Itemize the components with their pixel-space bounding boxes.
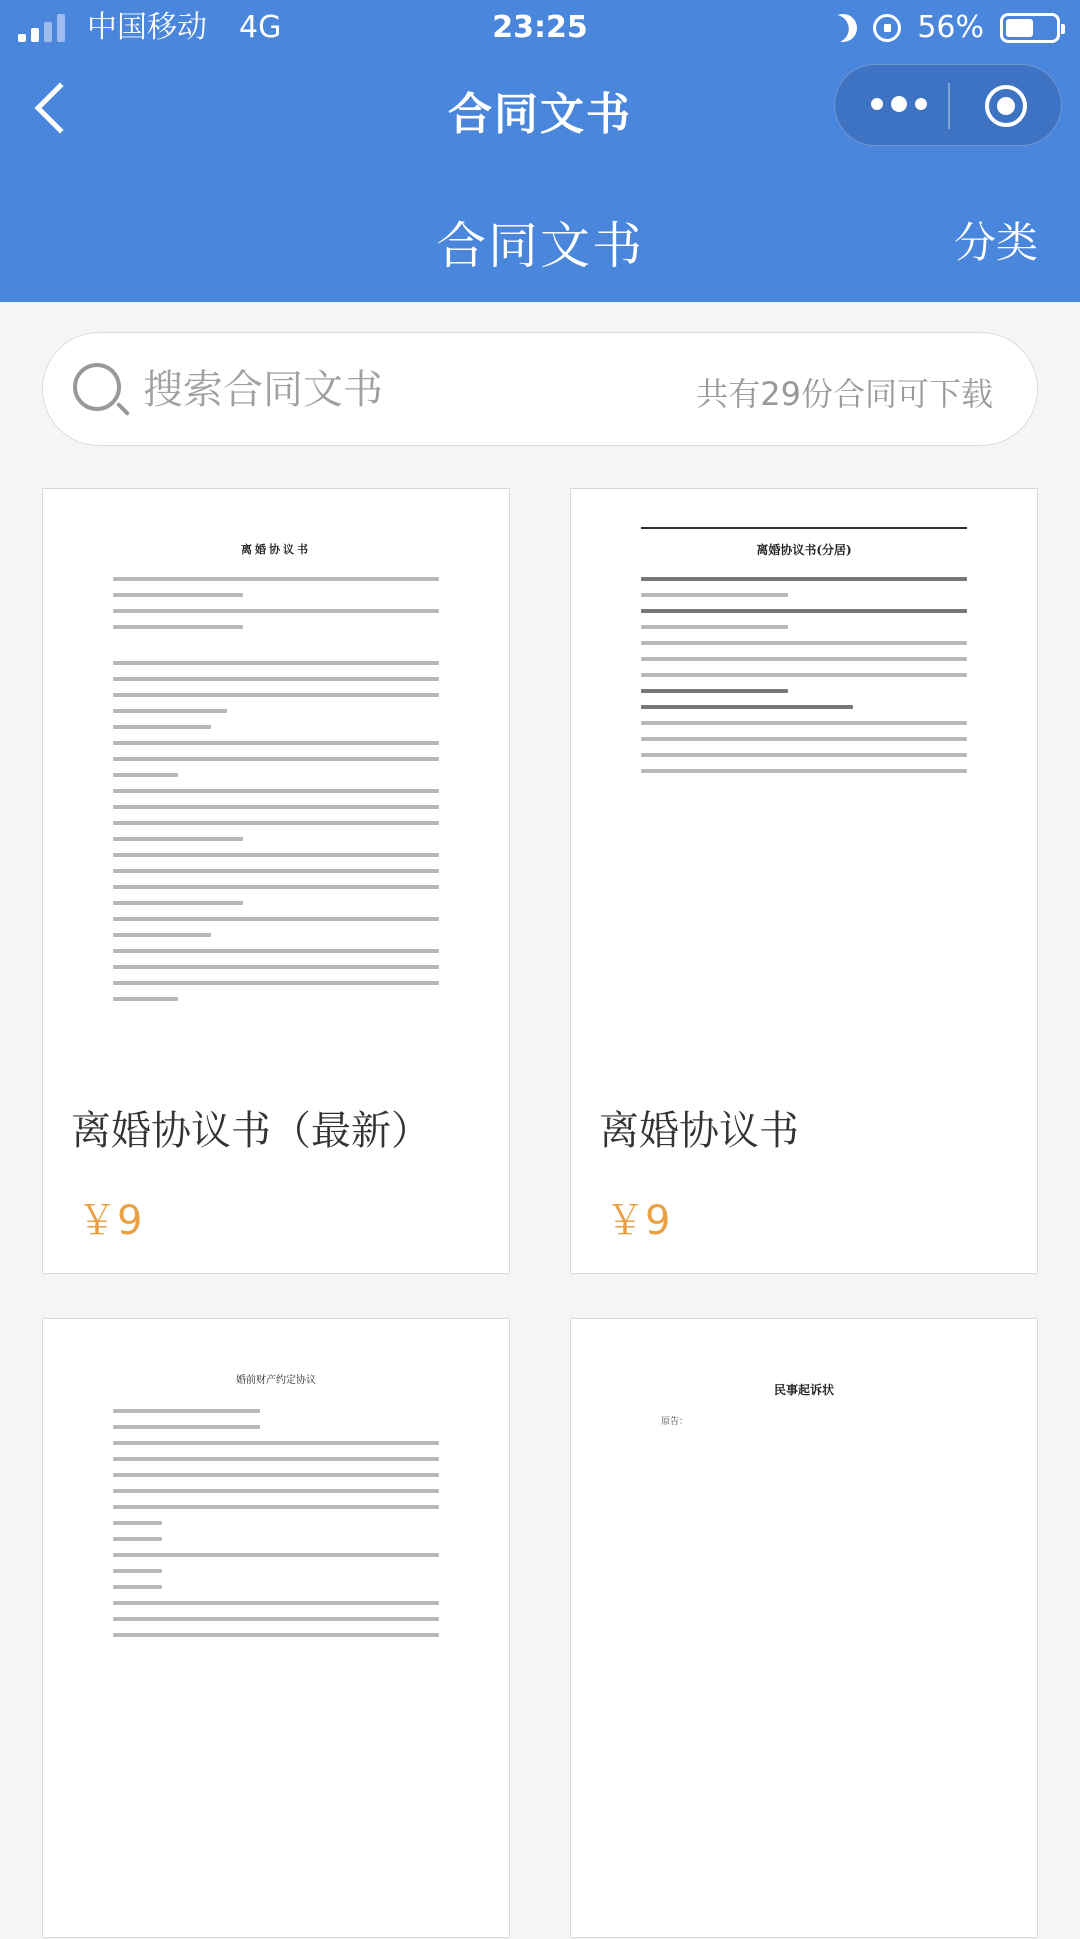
document-preview bbox=[43, 1319, 509, 1939]
network-label: 4G bbox=[239, 10, 282, 45]
carrier-label: 中国移动 bbox=[87, 10, 207, 45]
capsule-divider bbox=[948, 83, 950, 129]
status-right bbox=[829, 0, 1060, 56]
document-preview bbox=[571, 1319, 1037, 1939]
header bbox=[0, 0, 1080, 302]
preview-text-lines bbox=[641, 577, 967, 785]
preview-subtext: 原告： bbox=[661, 1417, 689, 1427]
search-icon bbox=[73, 363, 121, 411]
contract-title: 离婚协议书 bbox=[599, 1108, 799, 1154]
search-input[interactable] bbox=[143, 360, 623, 420]
sub-header bbox=[0, 190, 1080, 280]
preview-heading: 民事起诉状 bbox=[773, 1383, 834, 1397]
status-time: 23:25 bbox=[492, 10, 588, 45]
contract-price: ￥9 bbox=[605, 1198, 671, 1244]
contract-card[interactable] bbox=[570, 1318, 1038, 1938]
mini-program-capsule bbox=[834, 64, 1062, 146]
battery-icon bbox=[1000, 13, 1060, 43]
preview-text-lines bbox=[113, 1409, 439, 1649]
preview-text-lines bbox=[113, 577, 439, 1013]
moon-icon bbox=[825, 10, 861, 46]
rotation-lock-icon bbox=[873, 14, 901, 42]
status-bar bbox=[0, 0, 1080, 56]
page-title: 合同文书 bbox=[436, 217, 644, 275]
nav-title: 合同文书 bbox=[448, 89, 632, 140]
contract-price: ￥9 bbox=[77, 1198, 143, 1244]
search-bar[interactable] bbox=[42, 332, 1038, 446]
battery-percent: 56% bbox=[917, 10, 984, 45]
nav-bar bbox=[0, 56, 1080, 156]
preview-rule bbox=[641, 527, 967, 529]
category-button[interactable]: 分类 bbox=[953, 218, 1038, 267]
close-target-icon[interactable] bbox=[985, 85, 1027, 127]
contract-title: 离婚协议书（最新） bbox=[71, 1108, 431, 1154]
contract-card[interactable] bbox=[42, 1318, 510, 1938]
preview-heading: 离婚协议书(分居) bbox=[756, 543, 852, 557]
document-preview bbox=[43, 489, 509, 1049]
preview-heading: 离婚协议书 bbox=[241, 543, 311, 556]
more-icon[interactable] bbox=[871, 98, 927, 112]
contract-count: 共有29份合同可下载 bbox=[696, 375, 993, 413]
document-preview bbox=[571, 489, 1037, 1049]
contract-card[interactable] bbox=[42, 488, 510, 1274]
preview-heading: 婚前财产约定协议 bbox=[236, 1375, 316, 1386]
contract-card[interactable] bbox=[570, 488, 1038, 1274]
